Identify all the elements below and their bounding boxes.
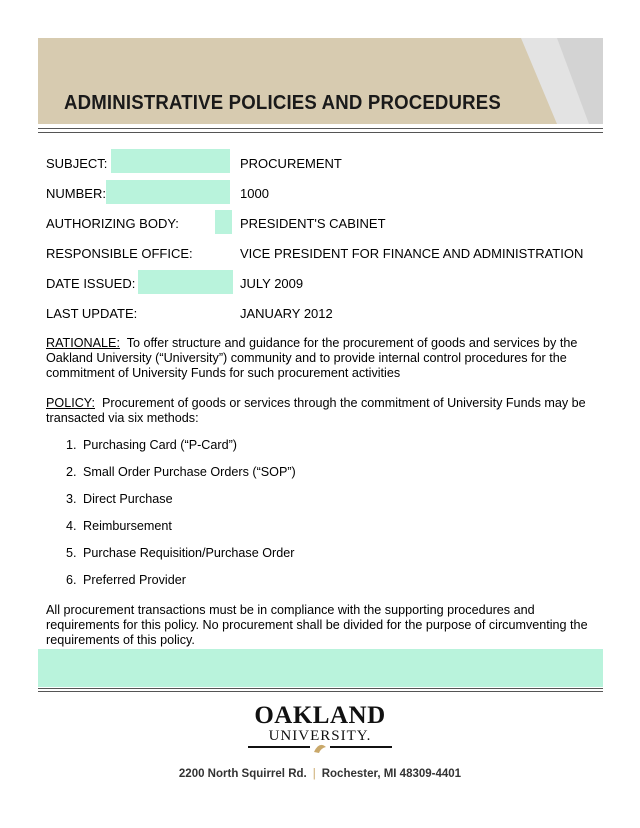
list-item: 4. Reimbursement <box>66 519 172 533</box>
authorizing-body-label: AUTHORIZING BODY: <box>46 216 179 231</box>
list-item: 6. Preferred Provider <box>66 573 186 587</box>
redaction-box <box>106 180 230 204</box>
address-city: Rochester, MI 48309-4401 <box>321 768 462 780</box>
footer-address <box>0 768 640 780</box>
university-logo <box>220 704 420 744</box>
footer-rule <box>38 688 603 689</box>
list-item: 1. Purchasing Card (“P-Card”) <box>66 438 237 452</box>
address-separator: | <box>312 768 316 780</box>
policy-paragraph <box>46 396 596 426</box>
rationale-text: To offer structure and guidance for the procurement of goods and services by the Oakland University (“University”) community and to provide internal control procedures for the commitment of University Funds for such procurement activities <box>46 336 578 380</box>
rationale-paragraph <box>46 336 596 381</box>
list-item: 2. Small Order Purchase Orders (“SOP”) <box>66 465 296 479</box>
procurement-methods-list <box>66 438 296 600</box>
last-update-value: JANUARY 2012 <box>240 306 333 321</box>
rationale-heading: RATIONALE: <box>46 336 120 350</box>
footer-rule-thin <box>38 691 603 692</box>
subject-value: PROCUREMENT <box>240 156 342 171</box>
logo-subtitle: UNIVERSITY. <box>268 728 372 744</box>
date-issued-label: DATE ISSUED: <box>46 276 136 291</box>
subject-label: SUBJECT: <box>46 156 108 171</box>
header-rule <box>38 128 603 129</box>
redaction-box <box>138 270 233 294</box>
redaction-band <box>38 649 603 687</box>
header-rule-thin <box>38 132 603 133</box>
list-item: 5. Purchase Requisition/Purchase Order <box>66 546 295 560</box>
logo-wordmark: OAKLAND <box>254 702 386 729</box>
redaction-box <box>215 210 232 234</box>
responsible-office-value: VICE PRESIDENT FOR FINANCE AND ADMINISTRATION <box>240 246 584 261</box>
header-banner <box>38 38 603 124</box>
sail-icon <box>313 740 327 754</box>
number-label: NUMBER: <box>46 186 106 201</box>
last-update-label: LAST UPDATE: <box>46 306 138 321</box>
address-street: 2200 North Squirrel Rd. <box>178 768 307 780</box>
list-item: 3. Direct Purchase <box>66 492 173 506</box>
number-value: 1000 <box>240 186 269 201</box>
authorizing-body-value: PRESIDENT'S CABINET <box>240 216 386 231</box>
responsible-office-label: RESPONSIBLE OFFICE: <box>46 246 193 261</box>
policy-heading: POLICY: <box>46 396 95 410</box>
closing-paragraph: All procurement transactions must be in compliance with the supporting procedures and requirements for this policy. No procurement shall be divided for the purpose of circumventing the requirements of this policy. <box>46 603 588 647</box>
policy-text: Procurement of goods or services through the commitment of University Funds may be transacted via six methods: <box>46 396 586 425</box>
page-title: ADMINISTRATIVE POLICIES AND PROCEDURES <box>64 92 501 114</box>
logo-rule-right <box>330 746 392 748</box>
redaction-box <box>111 149 230 173</box>
logo-rule-left <box>248 746 310 748</box>
date-issued-value: JULY 2009 <box>240 276 304 291</box>
